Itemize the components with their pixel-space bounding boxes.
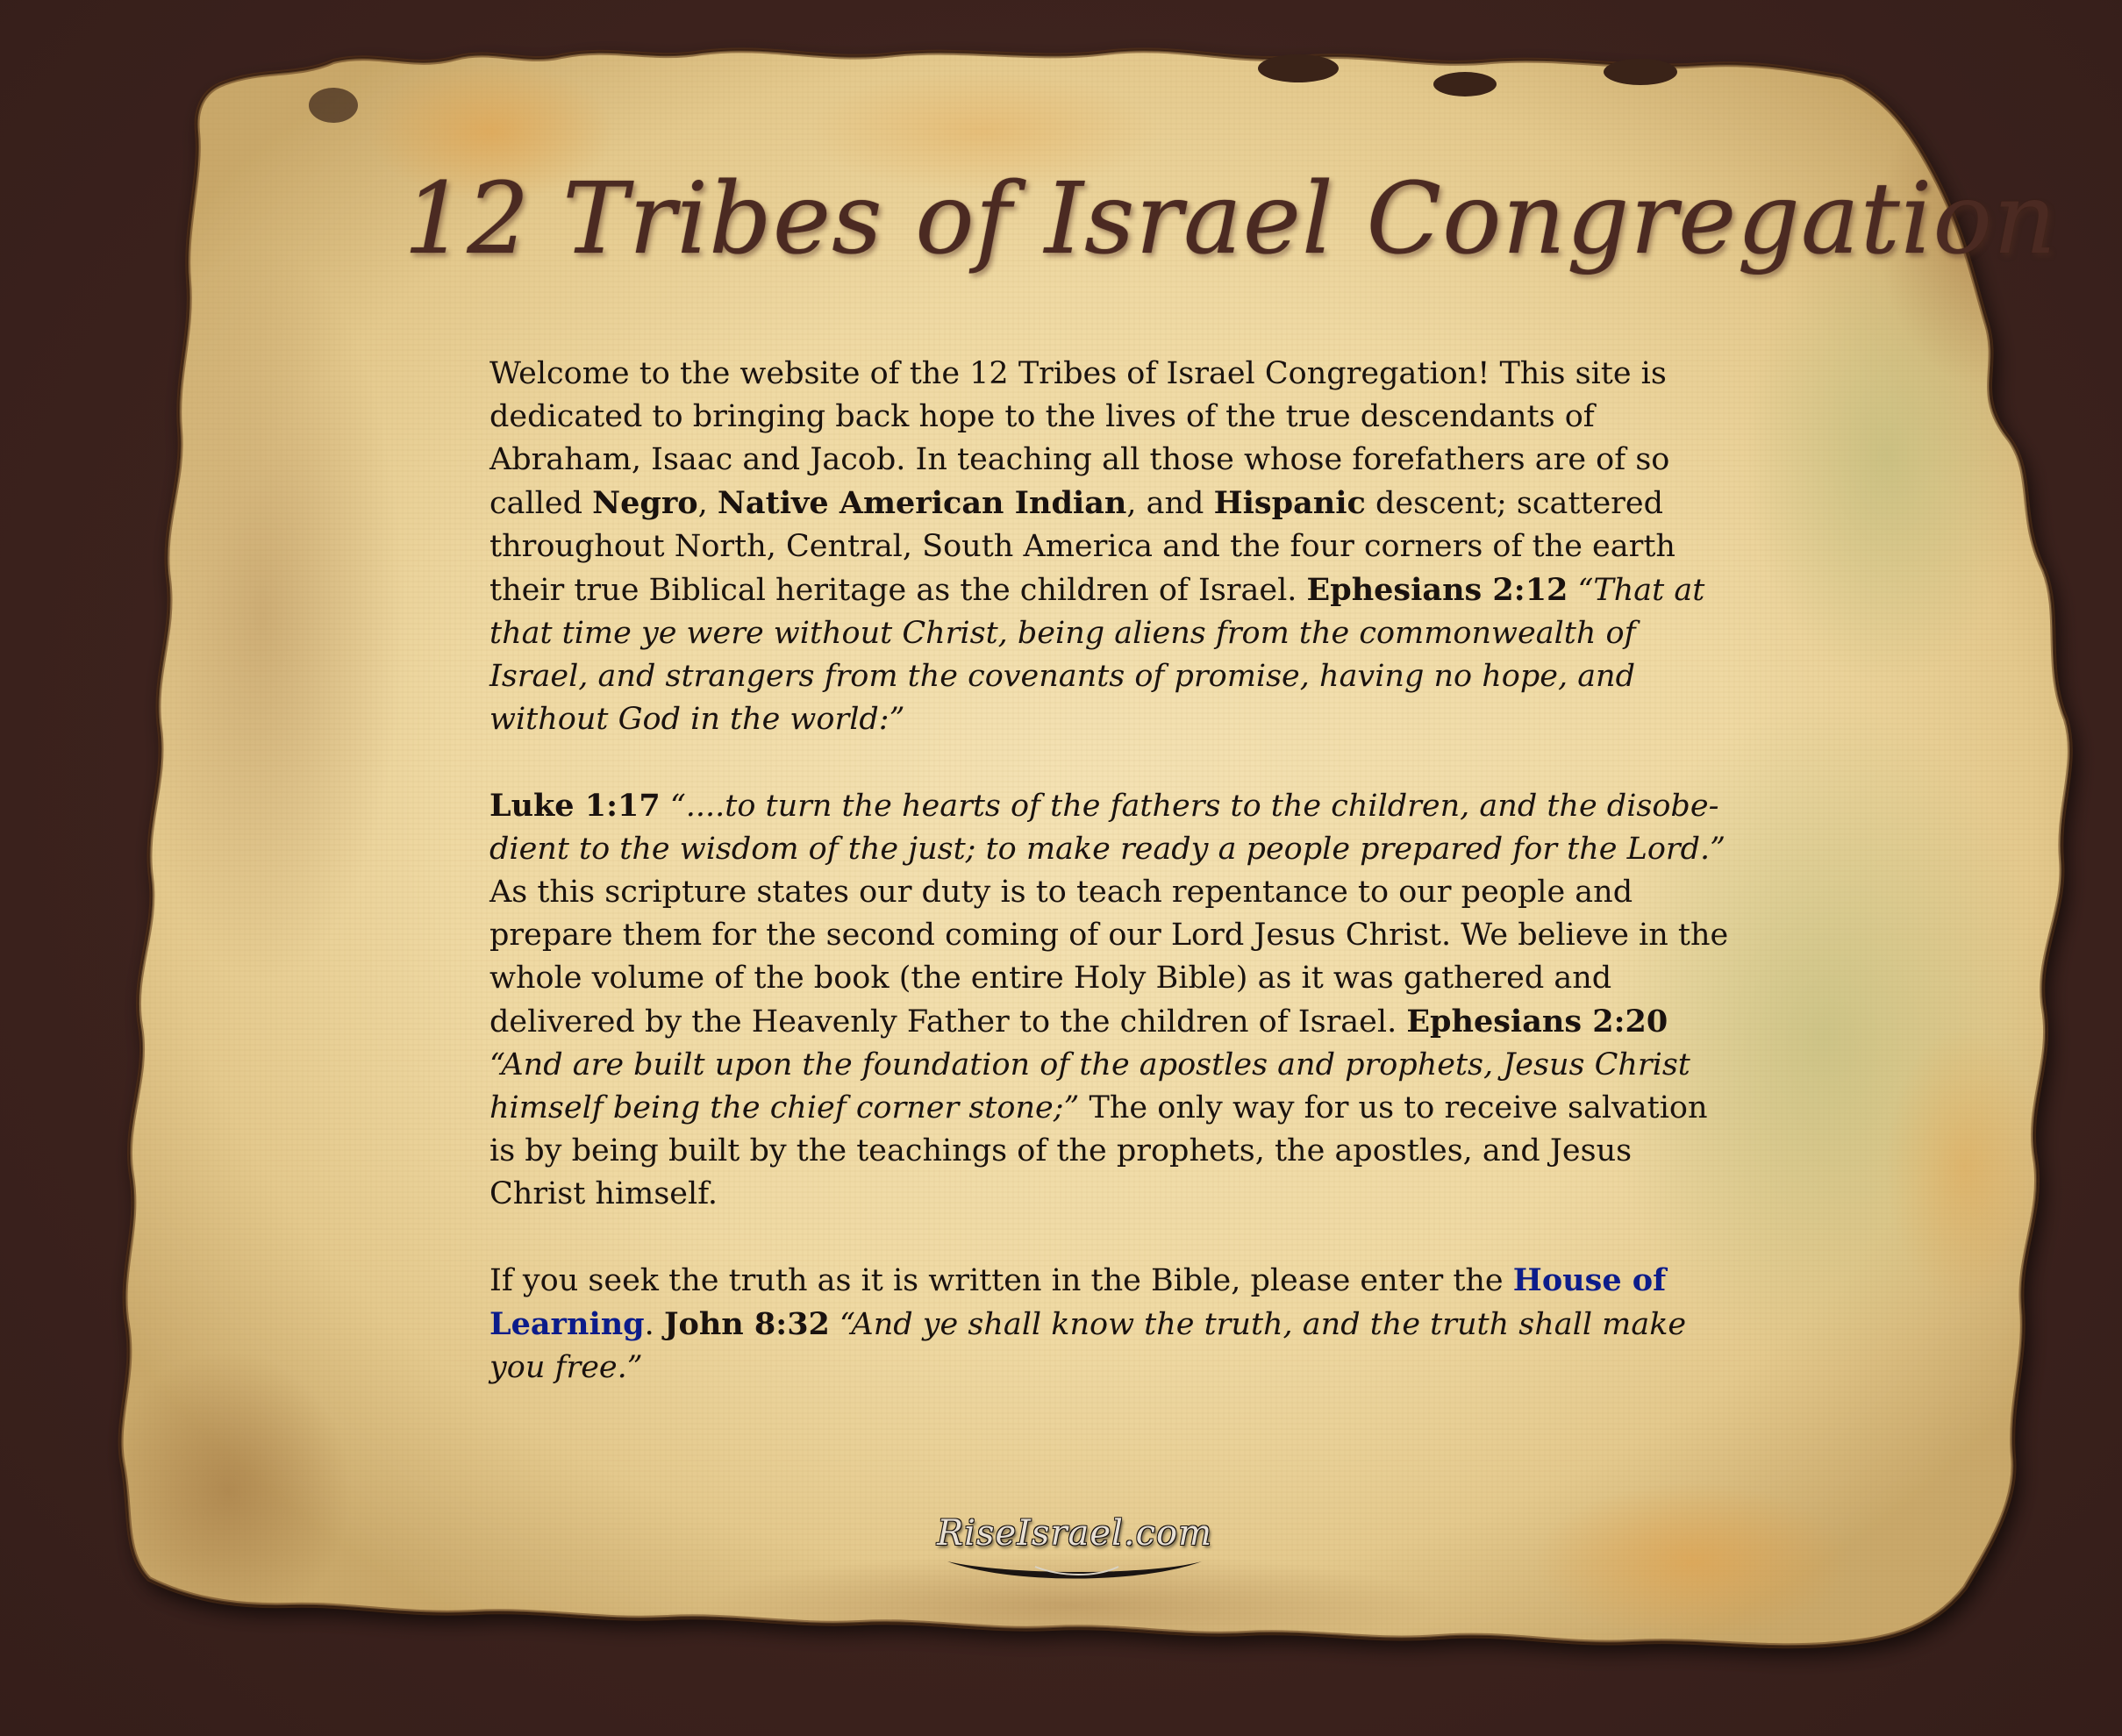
scripture-quote: “And are built upon the foundation of the apostles and prophets, Jesus Christ himself being the chief corner stone;” bbox=[489, 1047, 1690, 1125]
text-segment: , bbox=[697, 486, 718, 521]
scripture-quote: “....to turn the hearts of the fathers to the children, and the disobedient to the wisdom of the just; to make ready a people prepared for the Lord.” bbox=[489, 789, 1726, 867]
text-segment: Welcome to the website of the 12 Tribes of Israel Congregation! This site is dedicated to bringing back hope to the lives of the true descendants of Abraham, Isaac and Jacob. In teaching all those whose forefathers are of so called bbox=[489, 356, 1670, 521]
riseisrael-logo-icon[interactable] bbox=[930, 1509, 1219, 1588]
scripture-reference: Ephesians 2:12 bbox=[1306, 572, 1568, 608]
scripture-reference: Ephesians 2:20 bbox=[1406, 1004, 1668, 1039]
text-segment: , and bbox=[1126, 486, 1214, 521]
scripture-reference: Luke 1:17 bbox=[489, 788, 661, 824]
text-segment: The only way for us to receive salvation is by being built by the teachings of the prophets, the apostles, and Jesus Christ himself. bbox=[489, 1090, 1708, 1211]
mission-paragraph bbox=[489, 784, 1735, 1216]
welcome-text bbox=[489, 353, 1735, 1432]
bold-term: Hispanic bbox=[1213, 485, 1366, 521]
page-title: 12 Tribes of Israel Congregation bbox=[404, 162, 2058, 276]
footer-logo-text: RiseIsrael.com bbox=[937, 1513, 1212, 1554]
scripture-quote: “And ye shall know the truth, and the truth shall make you free.” bbox=[489, 1307, 1687, 1385]
invitation-paragraph bbox=[489, 1259, 1735, 1390]
text-segment: As this scripture states our duty is to teach repentance to our people and prepare them for the second coming of our Lord Jesus Christ. We believe in the whole volume of the book (the entire Holy Bible) as it was gathered and delivered by the Heavenly Father to the children of Israel. bbox=[489, 875, 1729, 1039]
text-segment: descent; scattered throughout North, Central, South America and the four corners of the earth their true Biblical heritage as the children of Israel. bbox=[489, 486, 1675, 608]
intro-paragraph bbox=[489, 353, 1735, 741]
text-segment: . bbox=[644, 1307, 664, 1342]
scripture-reference: John 8:32 bbox=[663, 1306, 830, 1342]
bold-term: Native American Indian bbox=[717, 485, 1127, 521]
text-segment: If you seek the truth as it is written in the Bible, please enter the bbox=[489, 1263, 1513, 1298]
logo-swoosh bbox=[930, 1558, 1219, 1584]
bold-term: Negro bbox=[592, 485, 698, 521]
house-of-learning-link[interactable]: House of Learning bbox=[489, 1262, 1667, 1342]
scripture-quote: “That at that time ye were without Christ, being aliens from the commonwealth of Israel, and strangers from the covenants of promise, having no hope, and without God in the world:” bbox=[489, 573, 1705, 737]
